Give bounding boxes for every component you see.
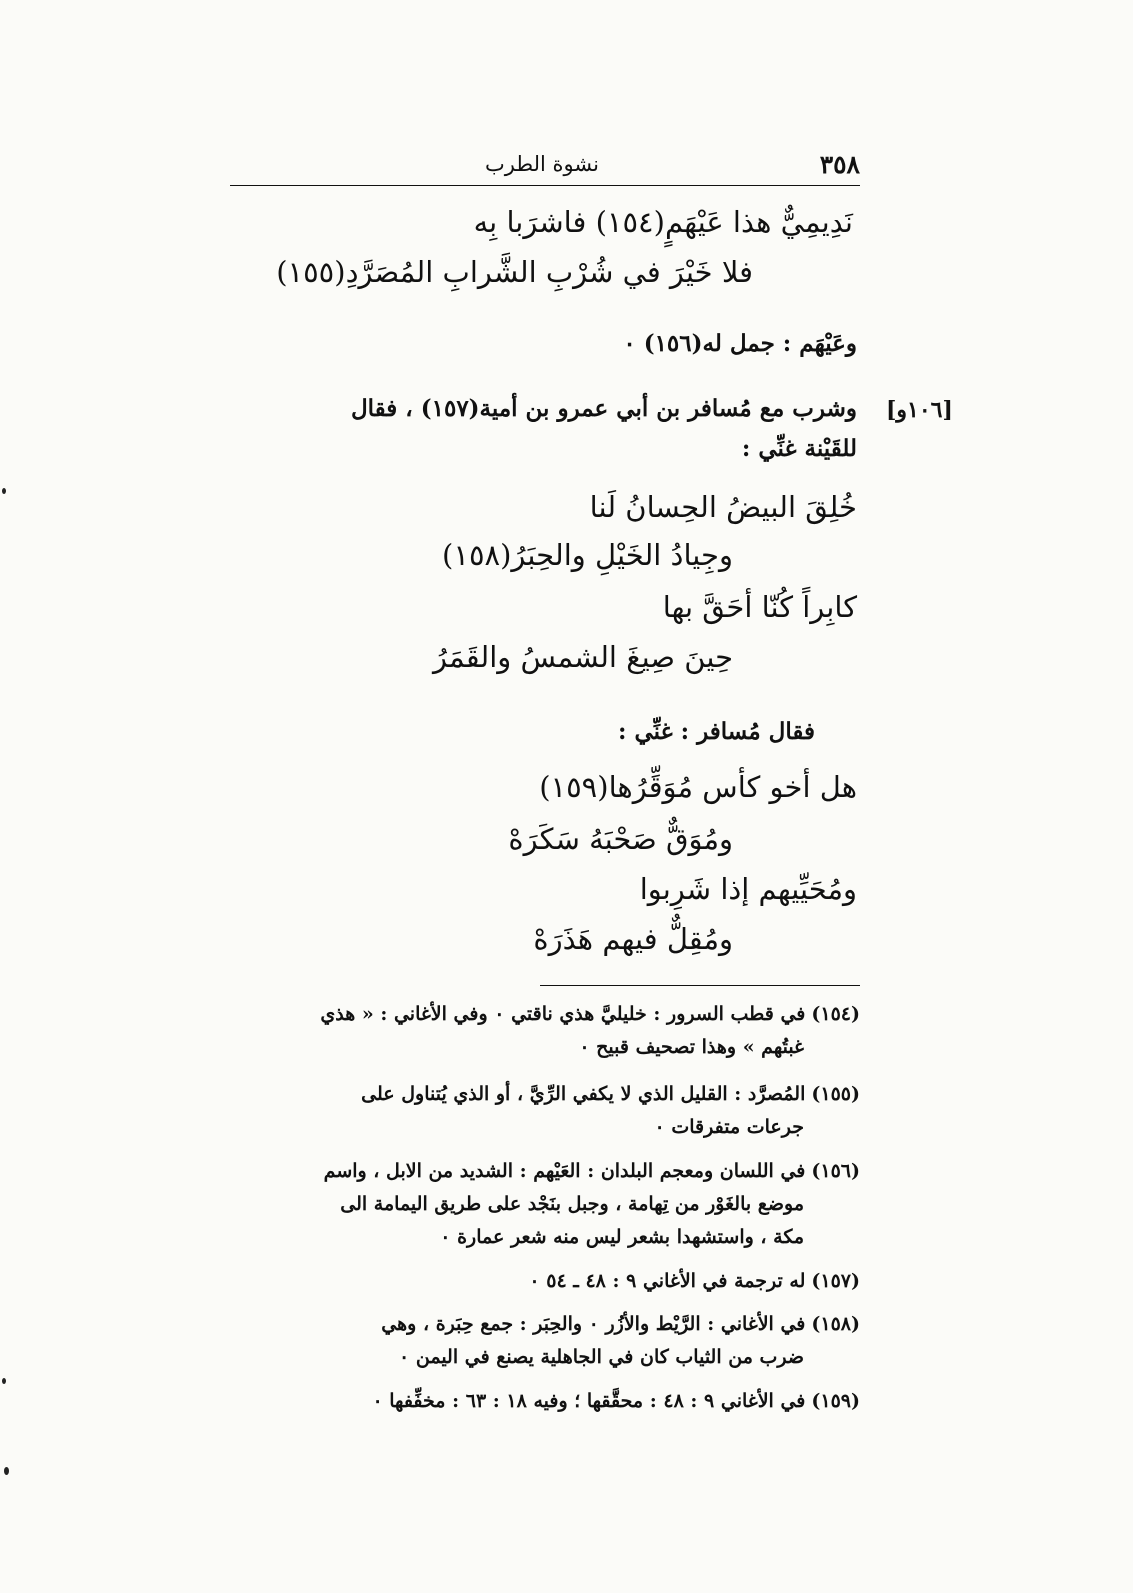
scan-speck <box>2 1378 6 1384</box>
verse-line: كابِراً كُنّا أحَقَّ بها <box>662 590 857 624</box>
verse-line: هل أخو كأس مُوَقِّرُها(١٥٩) <box>539 770 857 804</box>
footnote-number: (١٥٤) <box>811 1003 860 1025</box>
footnote-text: جرعات متفرقات ٠ <box>654 1116 804 1138</box>
footnote <box>220 998 860 1064</box>
verse-line: حِينَ صِيغَ الشمسُ والقَمَرُ <box>432 640 733 674</box>
verse-line: ومُحَيِّيهم إذا شَرِبوا <box>639 872 857 906</box>
page-number: ٣٥٨ <box>819 150 860 179</box>
footnote <box>220 1308 860 1374</box>
folio-marker: [١٠٦و] <box>886 397 953 423</box>
scan-speck <box>4 1467 9 1475</box>
footnote-text: له ترجمة في الأغاني ٩ : ٤٨ ـ ٥٤ ٠ <box>529 1270 806 1292</box>
footnote-text: في اللسان ومعجم البلدان : العَيْهم : الشديد من الابل ، واسم <box>323 1160 806 1182</box>
footnote-text: مكة ، واستشهدا بشعر ليس منه شعر عمارة ٠ <box>440 1226 804 1248</box>
page-header <box>230 150 860 186</box>
prose-line: فقال مُسافر : غنِّي : <box>617 718 815 745</box>
verse-line: ومُوَقٌّ صَحْبَهُ سَكَرَهْ <box>508 822 733 856</box>
footnote-text: المُصرَّد : القليل الذي لا يكفي الرِّيَّ ، أو الذي يُتناول على <box>361 1083 806 1105</box>
verse-line: خُلِقَ البيضُ الحِسانُ لَنا <box>589 490 857 524</box>
prose-line: وعَيْهَم : جمل له(١٥٦) ٠ <box>623 330 857 357</box>
footnote-text: موضع بالغَوْر من تِهامة ، وجبل بنَجْد على طريق اليمامة الى <box>340 1193 804 1215</box>
header-rule <box>230 185 860 186</box>
footnote <box>220 1078 860 1144</box>
footnote-text: في قطب السرور : خليليَّ هذي ناقتي ٠ وفي الأغاني : « هذي <box>320 1003 806 1025</box>
running-title: نشوة الطرب <box>485 152 599 176</box>
verse-line: فلا خَيْرَ في شُرْبِ الشَّرابِ المُصَرَّدِ(١٥٥) <box>276 255 753 289</box>
footnote-text: غبتُهم » وهذا تصحيف قبيح ٠ <box>579 1036 804 1058</box>
footnote-number: (١٥٦) <box>811 1160 860 1182</box>
footnote-number: (١٥٨) <box>811 1313 860 1335</box>
verse-line: وجِيادُ الخَيْلِ والحِبَرُ(١٥٨) <box>442 538 733 572</box>
footnote-text: ضرب من الثياب كان في الجاهلية يصنع في اليمن ٠ <box>399 1346 804 1368</box>
footnote <box>220 1155 860 1254</box>
footnote <box>220 1385 860 1418</box>
verse-line: ومُقِلٌّ فيهم هَذَرَهْ <box>533 922 733 956</box>
verse-line: نَدِيمِيٌّ هذا عَيْهَمٍ(١٥٤) فاشرَبا بِه <box>473 205 853 239</box>
prose-line: وشرب مع مُسافر بن أبي عمرو بن أمية(١٥٧) ، فقال <box>350 395 857 422</box>
prose-line: للقَيْنة غنِّي : <box>741 435 857 462</box>
footnote <box>220 1265 860 1298</box>
footnote-number: (١٥٩) <box>811 1390 860 1412</box>
footnote-text: في الأغاني ٩ : ٤٨ : محقَّقها ؛ وفيه ١٨ : ٦٣ : مخفِّفها ٠ <box>372 1390 806 1412</box>
footnote-number: (١٥٥) <box>811 1083 860 1105</box>
footnote-rule <box>540 985 860 986</box>
footnote-text: في الأغاني : الرَّيْط والأزُر ٠ والحِبَر : جمع حِبَرة ، وهي <box>381 1313 806 1335</box>
scan-speck <box>2 488 6 494</box>
footnote-number: (١٥٧) <box>811 1270 860 1292</box>
